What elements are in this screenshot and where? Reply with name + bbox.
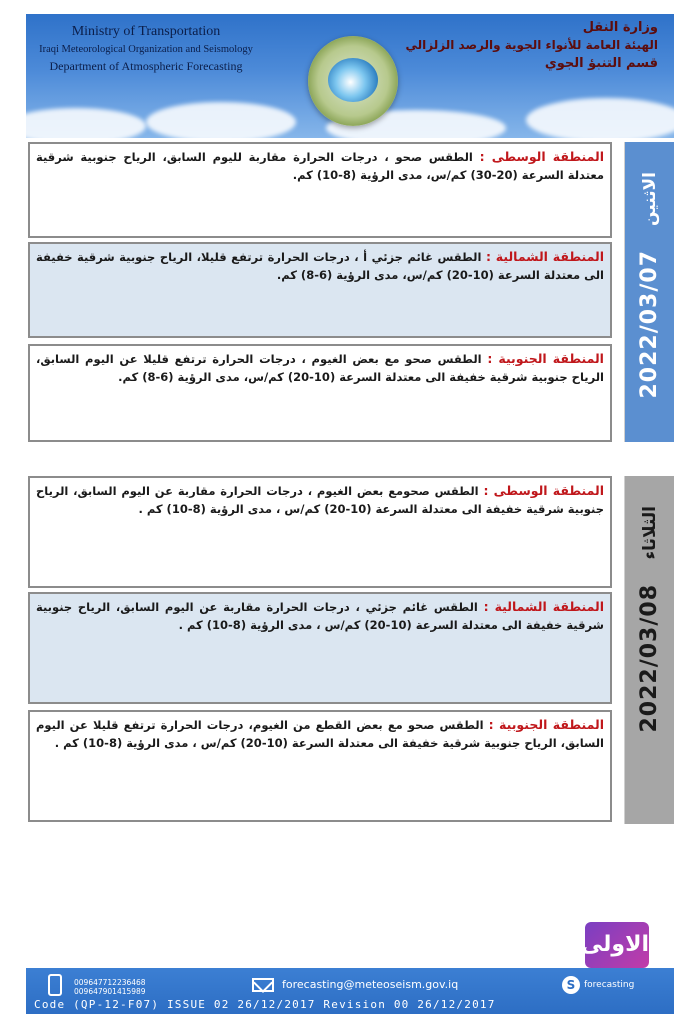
skype-icon: S: [562, 976, 580, 994]
forecast-card-north: [28, 242, 612, 338]
phone-number: 009647901415989: [74, 987, 146, 996]
organization-en: Iraqi Meteorological Organization and Seismology: [39, 44, 253, 55]
arabic-title-block: [405, 20, 658, 71]
ministry-en: Ministry of Transportation: [71, 24, 221, 39]
region-label: المنطقة الجنوبية :: [487, 351, 604, 366]
forecast-text: الطقس صحومع بعض الغيوم ، درجات الحرارة مقاربة عن اليوم السابق، الرياح جنوبية شرقية خفيفة الى معتدلة السرعة (10-20) كم/س ، مدى الرؤية (8-10) كم .: [36, 484, 604, 516]
forecast-date: 2022/03/07: [637, 250, 662, 399]
region-label: المنطقة الشمالية :: [483, 599, 604, 614]
department-en: Department of Atmospheric Forecasting: [49, 59, 243, 73]
cloud-decoration: [526, 98, 674, 138]
forecast-card-south: [28, 710, 612, 822]
day-name: الثلاثاء: [639, 506, 660, 560]
forecast-text: الطقس صحو مع بعض القطع من الغيوم، درجات الحرارة ترتفع قليلا عن اليوم السابق، الرياح جنوبية شرقية خفيفة الى معتدلة السرعة (10-20) كم/س ، مدى الرؤية (8-10) كم .: [36, 718, 604, 750]
ministry-ar: وزارة النقل: [582, 20, 658, 35]
forecast-date: 2022/03/08: [637, 583, 662, 733]
document-header: [26, 14, 674, 138]
day-name: الاثنين: [639, 172, 660, 227]
forecast-section-day1: [28, 142, 676, 442]
logo-emblem-icon: [328, 58, 378, 102]
english-title-block: [36, 24, 256, 74]
forecast-text: الطقس صحو مع بعض الغيوم ، درجات الحرارة ترتفع قليلا عن اليوم السابق، الرياح جنوبية شرقية خفيفة الى معتدلة السرعة (10-20) كم/س، مدى الرؤية (6-8) كم.: [36, 352, 604, 384]
forecast-text: الطقس صحو ، درجات الحرارة مقاربة لليوم السابق، الرياح جنوبية شرقية معتدلة السرعة (20-30) كم/س، مدى الرؤية (8-10) كم.: [36, 150, 604, 182]
email-address[interactable]: forecasting@meteoseism.gov.iq: [282, 978, 459, 991]
forecast-section-day2: [28, 476, 676, 824]
forecast-text: الطقس غائم جزئي ، درجات الحرارة مقاربة عن اليوم السابق، الرياح جنوبية شرقية خفيفة الى معتدلة السرعة (10-20) كم/س ، مدى الرؤية (8-10) كم .: [36, 600, 604, 632]
organization-ar: الهيئة العامة للأنواء الجوية والرصد الزلزالي: [405, 38, 658, 52]
region-label: المنطقة الشمالية :: [485, 249, 604, 264]
cloud-decoration: [26, 108, 146, 138]
region-label: المنطقة الوسطى :: [483, 483, 604, 498]
forecast-card-north: [28, 592, 612, 704]
document-code-line: Code (QP-12-F07) ISSUE 02 26/12/2017 Revision 00 26/12/2017: [34, 998, 496, 1011]
region-label: المنطقة الجنوبية :: [488, 717, 604, 732]
cloud-decoration: [146, 102, 296, 138]
forecast-card-central: [28, 142, 612, 238]
region-label: المنطقة الوسطى :: [479, 149, 604, 164]
badge-title: الاولى: [585, 922, 649, 968]
forecast-text: الطقس غائم جزئي أ ، درجات الحرارة ترتفع قليلا، الرياح جنوبية شرقية خفيفة الى معتدلة السرعة (10-20) كم/س، مدى الرؤية (6-8) كم.: [36, 250, 604, 282]
document-footer: [26, 968, 674, 1014]
organization-logo: [308, 36, 398, 126]
phone-numbers: [74, 978, 146, 996]
skype-handle: forecasting: [584, 980, 635, 990]
date-tab-day2: [624, 476, 674, 824]
mail-icon: [252, 978, 274, 992]
department-ar: قسم التنبؤ الجوي: [544, 56, 658, 71]
phone-icon: [48, 974, 62, 996]
date-tab-day1: [624, 142, 674, 442]
phone-number: 009647712236468: [74, 978, 146, 987]
forecast-card-south: [28, 344, 612, 442]
forecast-card-central: [28, 476, 612, 588]
